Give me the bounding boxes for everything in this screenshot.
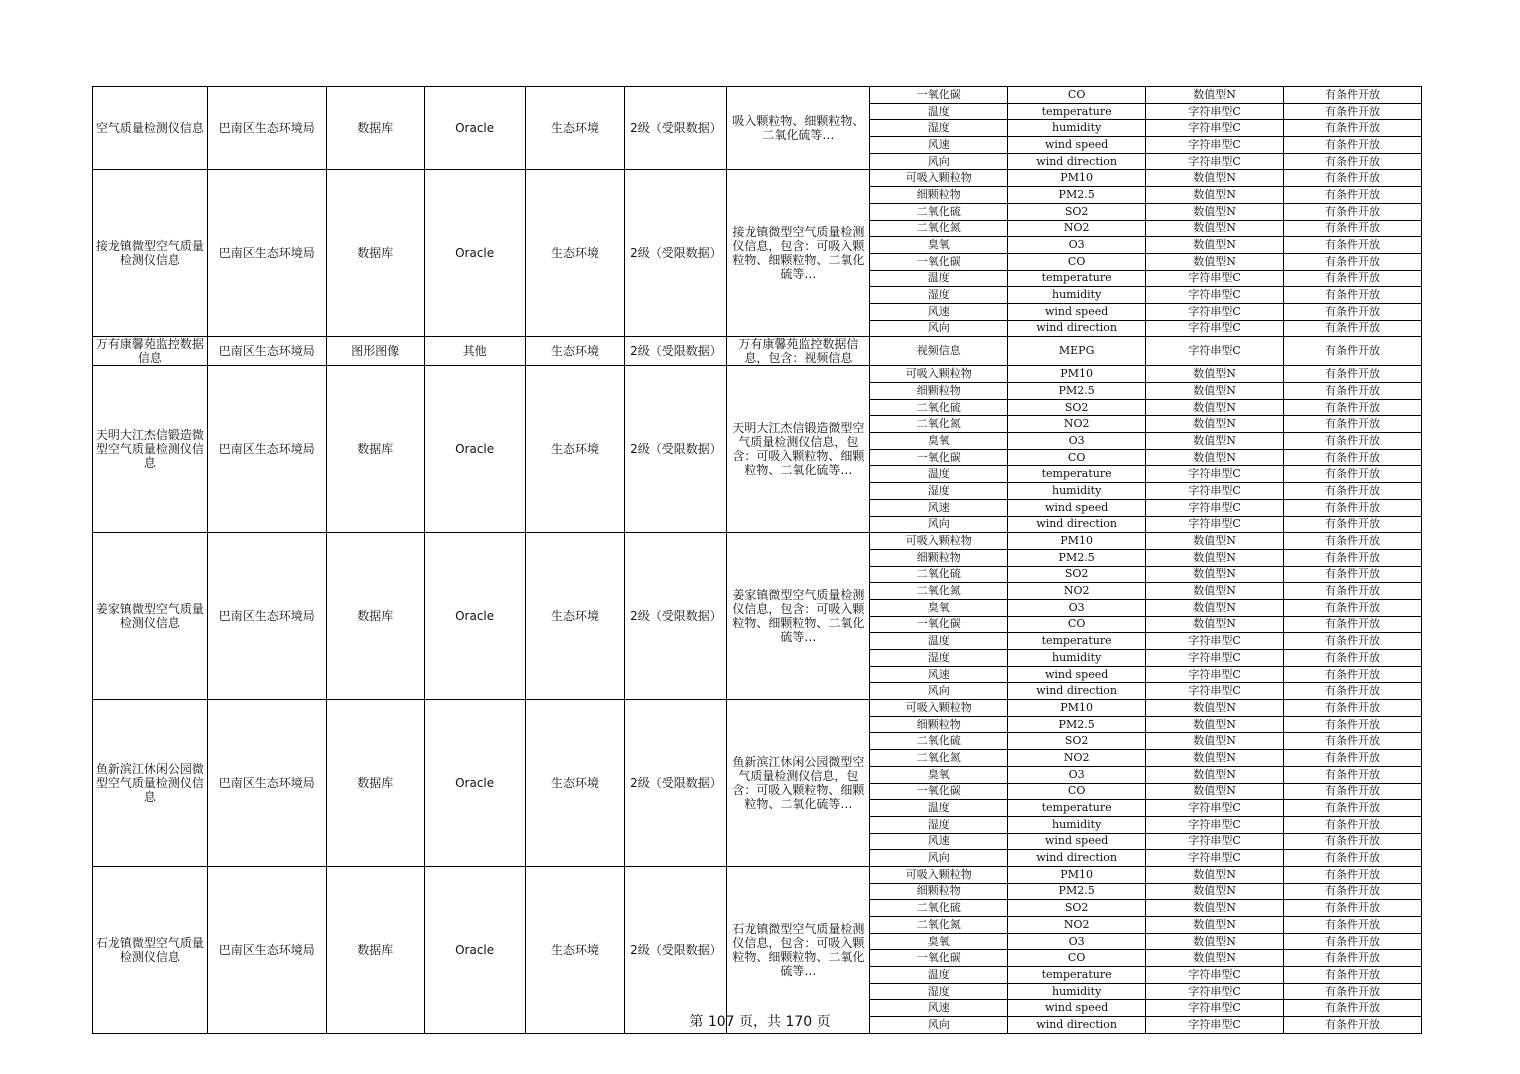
field-cn-name-cell: 二氧化硫 <box>870 900 1008 917</box>
resource-name-cell: 空气质量检测仪信息 <box>93 87 208 170</box>
field-en-name-cell: CO <box>1008 253 1146 270</box>
field-type-cell: 数值型N <box>1146 253 1284 270</box>
share-condition-cell: 有条件开放 <box>1284 783 1422 800</box>
share-condition-cell: 有条件开放 <box>1284 733 1422 750</box>
system-cell: Oracle <box>424 87 525 170</box>
department-cell: 巴南区生态环境局 <box>207 170 326 337</box>
field-type-cell: 数值型N <box>1146 783 1284 800</box>
department-cell: 巴南区生态环境局 <box>207 866 326 1033</box>
field-en-name-cell: humidity <box>1008 287 1146 304</box>
field-cn-name-cell: 细颗粒物 <box>870 187 1008 204</box>
field-type-cell: 数值型N <box>1146 170 1284 187</box>
share-condition-cell: 有条件开放 <box>1284 466 1422 483</box>
share-condition-cell: 有条件开放 <box>1284 253 1422 270</box>
resource-format-cell: 数据库 <box>326 366 424 533</box>
field-cn-name-cell: 可吸入颗粒物 <box>870 366 1008 383</box>
field-type-cell: 数值型N <box>1146 187 1284 204</box>
table-row-record-start <box>93 366 1422 383</box>
field-en-name-cell: O3 <box>1008 237 1146 254</box>
share-condition-cell: 有条件开放 <box>1284 516 1422 533</box>
share-condition-cell: 有条件开放 <box>1284 366 1422 383</box>
field-cn-name-cell: 风速 <box>870 499 1008 516</box>
field-en-name-cell: temperature <box>1008 466 1146 483</box>
field-en-name-cell: wind speed <box>1008 1000 1146 1017</box>
resource-name-cell: 万有康馨苑监控数据信息 <box>93 337 208 366</box>
field-cn-name-cell: 一氧化碳 <box>870 449 1008 466</box>
security-level-cell: 2级（受限数据） <box>625 337 727 366</box>
field-type-cell: 字符串型C <box>1146 983 1284 1000</box>
field-cn-name-cell: 可吸入颗粒物 <box>870 700 1008 717</box>
description-cell: 天明大江杰信锻造微型空气质量检测仪信息，包含：可吸入颗粒物、细颗粒物、二氧化硫等… <box>727 366 870 533</box>
field-type-cell: 字符串型C <box>1146 850 1284 867</box>
field-cn-name-cell: 臭氧 <box>870 433 1008 450</box>
field-en-name-cell: wind direction <box>1008 153 1146 170</box>
field-type-cell: 数值型N <box>1146 366 1284 383</box>
field-cn-name-cell: 细颗粒物 <box>870 549 1008 566</box>
field-type-cell: 字符串型C <box>1146 499 1284 516</box>
share-condition-cell: 有条件开放 <box>1284 1000 1422 1017</box>
share-condition-cell: 有条件开放 <box>1284 650 1422 667</box>
share-condition-cell: 有条件开放 <box>1284 533 1422 550</box>
field-cn-name-cell: 可吸入颗粒物 <box>870 170 1008 187</box>
field-cn-name-cell: 温度 <box>870 800 1008 817</box>
field-cn-name-cell: 细颗粒物 <box>870 383 1008 400</box>
field-cn-name-cell: 一氧化碳 <box>870 783 1008 800</box>
field-en-name-cell: wind direction <box>1008 1017 1146 1034</box>
security-level-cell: 2级（受限数据） <box>625 366 727 533</box>
field-en-name-cell: PM2.5 <box>1008 383 1146 400</box>
field-en-name-cell: PM10 <box>1008 700 1146 717</box>
field-en-name-cell: humidity <box>1008 120 1146 137</box>
field-cn-name-cell: 风速 <box>870 303 1008 320</box>
field-cn-name-cell: 细颗粒物 <box>870 883 1008 900</box>
share-condition-cell: 有条件开放 <box>1284 633 1422 650</box>
field-cn-name-cell: 温度 <box>870 466 1008 483</box>
category-cell: 生态环境 <box>525 533 625 700</box>
share-condition-cell: 有条件开放 <box>1284 983 1422 1000</box>
field-type-cell: 数值型N <box>1146 383 1284 400</box>
table-row-record-start <box>93 337 1422 366</box>
field-en-name-cell: wind speed <box>1008 303 1146 320</box>
field-cn-name-cell: 湿度 <box>870 983 1008 1000</box>
department-cell: 巴南区生态环境局 <box>207 366 326 533</box>
field-type-cell: 字符串型C <box>1146 153 1284 170</box>
field-en-name-cell: CO <box>1008 87 1146 104</box>
field-type-cell: 数值型N <box>1146 883 1284 900</box>
share-condition-cell: 有条件开放 <box>1284 967 1422 984</box>
field-type-cell: 字符串型C <box>1146 466 1284 483</box>
field-type-cell: 数值型N <box>1146 700 1284 717</box>
category-cell: 生态环境 <box>525 866 625 1033</box>
field-cn-name-cell: 湿度 <box>870 483 1008 500</box>
field-type-cell: 数值型N <box>1146 583 1284 600</box>
field-en-name-cell: wind direction <box>1008 850 1146 867</box>
field-en-name-cell: humidity <box>1008 983 1146 1000</box>
field-en-name-cell: PM2.5 <box>1008 187 1146 204</box>
field-cn-name-cell: 可吸入颗粒物 <box>870 533 1008 550</box>
share-condition-cell: 有条件开放 <box>1284 716 1422 733</box>
field-cn-name-cell: 湿度 <box>870 650 1008 667</box>
share-condition-cell: 有条件开放 <box>1284 1017 1422 1034</box>
share-condition-cell: 有条件开放 <box>1284 137 1422 154</box>
field-type-cell: 字符串型C <box>1146 103 1284 120</box>
field-type-cell: 数值型N <box>1146 900 1284 917</box>
table-row-record-start <box>93 87 1422 104</box>
system-cell: Oracle <box>424 533 525 700</box>
field-cn-name-cell: 湿度 <box>870 816 1008 833</box>
resource-format-cell: 图形图像 <box>326 337 424 366</box>
category-cell: 生态环境 <box>525 700 625 867</box>
resource-format-cell: 数据库 <box>326 533 424 700</box>
field-en-name-cell: O3 <box>1008 933 1146 950</box>
share-condition-cell: 有条件开放 <box>1284 399 1422 416</box>
resource-name-cell: 姜家镇微型空气质量检测仪信息 <box>93 533 208 700</box>
system-cell: Oracle <box>424 866 525 1033</box>
field-cn-name-cell: 二氧化氮 <box>870 917 1008 934</box>
security-level-cell: 2级（受限数据） <box>625 533 727 700</box>
share-condition-cell: 有条件开放 <box>1284 87 1422 104</box>
share-condition-cell: 有条件开放 <box>1284 499 1422 516</box>
share-condition-cell: 有条件开放 <box>1284 850 1422 867</box>
share-condition-cell: 有条件开放 <box>1284 320 1422 337</box>
share-condition-cell: 有条件开放 <box>1284 883 1422 900</box>
field-type-cell: 数值型N <box>1146 449 1284 466</box>
description-cell: 石龙镇微型空气质量检测仪信息，包含：可吸入颗粒物、细颗粒物、二氧化硫等… <box>727 866 870 1033</box>
share-condition-cell: 有条件开放 <box>1284 683 1422 700</box>
field-cn-name-cell: 可吸入颗粒物 <box>870 866 1008 883</box>
field-type-cell: 字符串型C <box>1146 666 1284 683</box>
share-condition-cell: 有条件开放 <box>1284 287 1422 304</box>
field-cn-name-cell: 臭氧 <box>870 237 1008 254</box>
field-type-cell: 数值型N <box>1146 866 1284 883</box>
field-cn-name-cell: 温度 <box>870 633 1008 650</box>
field-en-name-cell: NO2 <box>1008 750 1146 767</box>
share-condition-cell: 有条件开放 <box>1284 816 1422 833</box>
system-cell: 其他 <box>424 337 525 366</box>
security-level-cell: 2级（受限数据） <box>625 866 727 1033</box>
share-condition-cell: 有条件开放 <box>1284 170 1422 187</box>
field-en-name-cell: MEPG <box>1008 337 1146 366</box>
field-en-name-cell: wind direction <box>1008 516 1146 533</box>
share-condition-cell: 有条件开放 <box>1284 917 1422 934</box>
share-condition-cell: 有条件开放 <box>1284 433 1422 450</box>
share-condition-cell: 有条件开放 <box>1284 270 1422 287</box>
field-en-name-cell: O3 <box>1008 599 1146 616</box>
field-type-cell: 数值型N <box>1146 87 1284 104</box>
field-en-name-cell: temperature <box>1008 800 1146 817</box>
field-type-cell: 数值型N <box>1146 917 1284 934</box>
field-en-name-cell: PM2.5 <box>1008 549 1146 566</box>
field-type-cell: 数值型N <box>1146 549 1284 566</box>
field-cn-name-cell: 一氧化碳 <box>870 87 1008 104</box>
category-cell: 生态环境 <box>525 337 625 366</box>
field-cn-name-cell: 风向 <box>870 683 1008 700</box>
field-en-name-cell: CO <box>1008 449 1146 466</box>
share-condition-cell: 有条件开放 <box>1284 800 1422 817</box>
share-condition-cell: 有条件开放 <box>1284 599 1422 616</box>
field-en-name-cell: PM10 <box>1008 366 1146 383</box>
field-cn-name-cell: 臭氧 <box>870 599 1008 616</box>
field-en-name-cell: temperature <box>1008 103 1146 120</box>
field-en-name-cell: humidity <box>1008 816 1146 833</box>
field-type-cell: 字符串型C <box>1146 337 1284 366</box>
field-en-name-cell: SO2 <box>1008 733 1146 750</box>
field-type-cell: 字符串型C <box>1146 303 1284 320</box>
field-en-name-cell: SO2 <box>1008 900 1146 917</box>
data-catalog-table <box>92 86 1422 1034</box>
field-type-cell: 数值型N <box>1146 220 1284 237</box>
share-condition-cell: 有条件开放 <box>1284 449 1422 466</box>
field-type-cell: 字符串型C <box>1146 483 1284 500</box>
field-cn-name-cell: 二氧化硫 <box>870 203 1008 220</box>
field-en-name-cell: wind direction <box>1008 320 1146 337</box>
field-type-cell: 数值型N <box>1146 950 1284 967</box>
field-en-name-cell: CO <box>1008 783 1146 800</box>
field-type-cell: 字符串型C <box>1146 137 1284 154</box>
description-cell: 接龙镇微型空气质量检测仪信息，包含：可吸入颗粒物、细颗粒物、二氧化硫等… <box>727 170 870 337</box>
resource-name-cell: 天明大江杰信锻造微型空气质量检测仪信息 <box>93 366 208 533</box>
security-level-cell: 2级（受限数据） <box>625 170 727 337</box>
share-condition-cell: 有条件开放 <box>1284 933 1422 950</box>
share-condition-cell: 有条件开放 <box>1284 950 1422 967</box>
field-cn-name-cell: 风向 <box>870 516 1008 533</box>
field-type-cell: 数值型N <box>1146 203 1284 220</box>
table-row-record-start <box>93 533 1422 550</box>
field-cn-name-cell: 二氧化硫 <box>870 733 1008 750</box>
field-cn-name-cell: 风向 <box>870 1017 1008 1034</box>
resource-format-cell: 数据库 <box>326 87 424 170</box>
field-en-name-cell: temperature <box>1008 967 1146 984</box>
field-en-name-cell: wind speed <box>1008 137 1146 154</box>
field-en-name-cell: SO2 <box>1008 566 1146 583</box>
field-en-name-cell: NO2 <box>1008 220 1146 237</box>
field-type-cell: 字符串型C <box>1146 516 1284 533</box>
field-type-cell: 数值型N <box>1146 616 1284 633</box>
field-type-cell: 数值型N <box>1146 399 1284 416</box>
field-type-cell: 数值型N <box>1146 766 1284 783</box>
department-cell: 巴南区生态环境局 <box>207 87 326 170</box>
system-cell: Oracle <box>424 366 525 533</box>
share-condition-cell: 有条件开放 <box>1284 583 1422 600</box>
field-type-cell: 数值型N <box>1146 750 1284 767</box>
field-en-name-cell: wind speed <box>1008 499 1146 516</box>
field-type-cell: 数值型N <box>1146 237 1284 254</box>
field-en-name-cell: PM2.5 <box>1008 883 1146 900</box>
share-condition-cell: 有条件开放 <box>1284 616 1422 633</box>
field-en-name-cell: temperature <box>1008 633 1146 650</box>
share-condition-cell: 有条件开放 <box>1284 766 1422 783</box>
field-cn-name-cell: 风速 <box>870 1000 1008 1017</box>
share-condition-cell: 有条件开放 <box>1284 833 1422 850</box>
field-type-cell: 数值型N <box>1146 433 1284 450</box>
description-cell: 万有康馨苑监控数据信息，包含：视频信息 <box>727 337 870 366</box>
department-cell: 巴南区生态环境局 <box>207 337 326 366</box>
field-cn-name-cell: 一氧化碳 <box>870 616 1008 633</box>
field-cn-name-cell: 细颗粒物 <box>870 716 1008 733</box>
resource-name-cell: 接龙镇微型空气质量检测仪信息 <box>93 170 208 337</box>
category-cell: 生态环境 <box>525 170 625 337</box>
field-en-name-cell: PM10 <box>1008 866 1146 883</box>
field-en-name-cell: NO2 <box>1008 583 1146 600</box>
field-cn-name-cell: 臭氧 <box>870 933 1008 950</box>
field-cn-name-cell: 二氧化硫 <box>870 399 1008 416</box>
security-level-cell: 2级（受限数据） <box>625 87 727 170</box>
field-en-name-cell: SO2 <box>1008 399 1146 416</box>
table-row-record-start <box>93 170 1422 187</box>
field-cn-name-cell: 温度 <box>870 967 1008 984</box>
field-type-cell: 字符串型C <box>1146 816 1284 833</box>
description-cell: 吸入颗粒物、细颗粒物、二氧化硫等… <box>727 87 870 170</box>
field-cn-name-cell: 温度 <box>870 103 1008 120</box>
category-cell: 生态环境 <box>525 87 625 170</box>
field-en-name-cell: wind direction <box>1008 683 1146 700</box>
field-en-name-cell: PM10 <box>1008 170 1146 187</box>
share-condition-cell: 有条件开放 <box>1284 153 1422 170</box>
resource-name-cell: 鱼新滨江休闲公园微型空气质量检测仪信息 <box>93 700 208 867</box>
field-type-cell: 字符串型C <box>1146 967 1284 984</box>
description-cell: 姜家镇微型空气质量检测仪信息，包含：可吸入颗粒物、细颗粒物、二氧化硫等… <box>727 533 870 700</box>
field-type-cell: 字符串型C <box>1146 120 1284 137</box>
field-cn-name-cell: 二氧化氮 <box>870 750 1008 767</box>
department-cell: 巴南区生态环境局 <box>207 700 326 867</box>
field-cn-name-cell: 一氧化碳 <box>870 253 1008 270</box>
resource-name-cell: 石龙镇微型空气质量检测仪信息 <box>93 866 208 1033</box>
field-en-name-cell: PM10 <box>1008 533 1146 550</box>
field-en-name-cell: wind speed <box>1008 833 1146 850</box>
field-en-name-cell: PM2.5 <box>1008 716 1146 733</box>
field-en-name-cell: humidity <box>1008 650 1146 667</box>
share-condition-cell: 有条件开放 <box>1284 549 1422 566</box>
field-cn-name-cell: 温度 <box>870 270 1008 287</box>
share-condition-cell: 有条件开放 <box>1284 383 1422 400</box>
field-en-name-cell: temperature <box>1008 270 1146 287</box>
field-type-cell: 字符串型C <box>1146 1000 1284 1017</box>
share-condition-cell: 有条件开放 <box>1284 900 1422 917</box>
share-condition-cell: 有条件开放 <box>1284 303 1422 320</box>
field-cn-name-cell: 风速 <box>870 833 1008 850</box>
share-condition-cell: 有条件开放 <box>1284 416 1422 433</box>
field-type-cell: 字符串型C <box>1146 683 1284 700</box>
field-cn-name-cell: 风速 <box>870 666 1008 683</box>
share-condition-cell: 有条件开放 <box>1284 120 1422 137</box>
field-cn-name-cell: 二氧化氮 <box>870 416 1008 433</box>
share-condition-cell: 有条件开放 <box>1284 483 1422 500</box>
category-cell: 生态环境 <box>525 366 625 533</box>
field-type-cell: 数值型N <box>1146 533 1284 550</box>
field-en-name-cell: NO2 <box>1008 917 1146 934</box>
field-type-cell: 字符串型C <box>1146 833 1284 850</box>
field-cn-name-cell: 风向 <box>870 850 1008 867</box>
field-type-cell: 数值型N <box>1146 566 1284 583</box>
field-type-cell: 字符串型C <box>1146 800 1284 817</box>
field-type-cell: 数值型N <box>1146 599 1284 616</box>
field-en-name-cell: CO <box>1008 950 1146 967</box>
field-type-cell: 数值型N <box>1146 733 1284 750</box>
field-cn-name-cell: 风向 <box>870 320 1008 337</box>
resource-format-cell: 数据库 <box>326 866 424 1033</box>
field-cn-name-cell: 湿度 <box>870 287 1008 304</box>
share-condition-cell: 有条件开放 <box>1284 866 1422 883</box>
field-en-name-cell: O3 <box>1008 766 1146 783</box>
share-condition-cell: 有条件开放 <box>1284 237 1422 254</box>
field-type-cell: 字符串型C <box>1146 287 1284 304</box>
field-en-name-cell: humidity <box>1008 483 1146 500</box>
page-footer: 第 107 页，共 170 页 <box>689 1014 831 1030</box>
field-type-cell: 字符串型C <box>1146 270 1284 287</box>
field-cn-name-cell: 二氧化硫 <box>870 566 1008 583</box>
share-condition-cell: 有条件开放 <box>1284 220 1422 237</box>
field-type-cell: 字符串型C <box>1146 633 1284 650</box>
share-condition-cell: 有条件开放 <box>1284 666 1422 683</box>
field-cn-name-cell: 湿度 <box>870 120 1008 137</box>
share-condition-cell: 有条件开放 <box>1284 750 1422 767</box>
field-en-name-cell: O3 <box>1008 433 1146 450</box>
field-cn-name-cell: 一氧化碳 <box>870 950 1008 967</box>
table-row-record-start <box>93 866 1422 883</box>
share-condition-cell: 有条件开放 <box>1284 337 1422 366</box>
share-condition-cell: 有条件开放 <box>1284 700 1422 717</box>
field-en-name-cell: NO2 <box>1008 416 1146 433</box>
field-type-cell: 字符串型C <box>1146 650 1284 667</box>
share-condition-cell: 有条件开放 <box>1284 203 1422 220</box>
department-cell: 巴南区生态环境局 <box>207 533 326 700</box>
field-cn-name-cell: 二氧化氮 <box>870 220 1008 237</box>
field-cn-name-cell: 风向 <box>870 153 1008 170</box>
field-cn-name-cell: 臭氧 <box>870 766 1008 783</box>
share-condition-cell: 有条件开放 <box>1284 187 1422 204</box>
field-cn-name-cell: 视频信息 <box>870 337 1008 366</box>
system-cell: Oracle <box>424 700 525 867</box>
field-en-name-cell: SO2 <box>1008 203 1146 220</box>
field-cn-name-cell: 风速 <box>870 137 1008 154</box>
description-cell: 鱼新滨江休闲公园微型空气质量检测仪信息，包含：可吸入颗粒物、细颗粒物、二氧化硫等… <box>727 700 870 867</box>
field-en-name-cell: wind speed <box>1008 666 1146 683</box>
field-type-cell: 字符串型C <box>1146 1017 1284 1034</box>
field-cn-name-cell: 二氧化氮 <box>870 583 1008 600</box>
field-type-cell: 数值型N <box>1146 716 1284 733</box>
field-type-cell: 字符串型C <box>1146 320 1284 337</box>
share-condition-cell: 有条件开放 <box>1284 103 1422 120</box>
field-type-cell: 数值型N <box>1146 933 1284 950</box>
system-cell: Oracle <box>424 170 525 337</box>
field-type-cell: 数值型N <box>1146 416 1284 433</box>
share-condition-cell: 有条件开放 <box>1284 566 1422 583</box>
resource-format-cell: 数据库 <box>326 170 424 337</box>
field-en-name-cell: CO <box>1008 616 1146 633</box>
table-row-record-start <box>93 700 1422 717</box>
security-level-cell: 2级（受限数据） <box>625 700 727 867</box>
resource-format-cell: 数据库 <box>326 700 424 867</box>
